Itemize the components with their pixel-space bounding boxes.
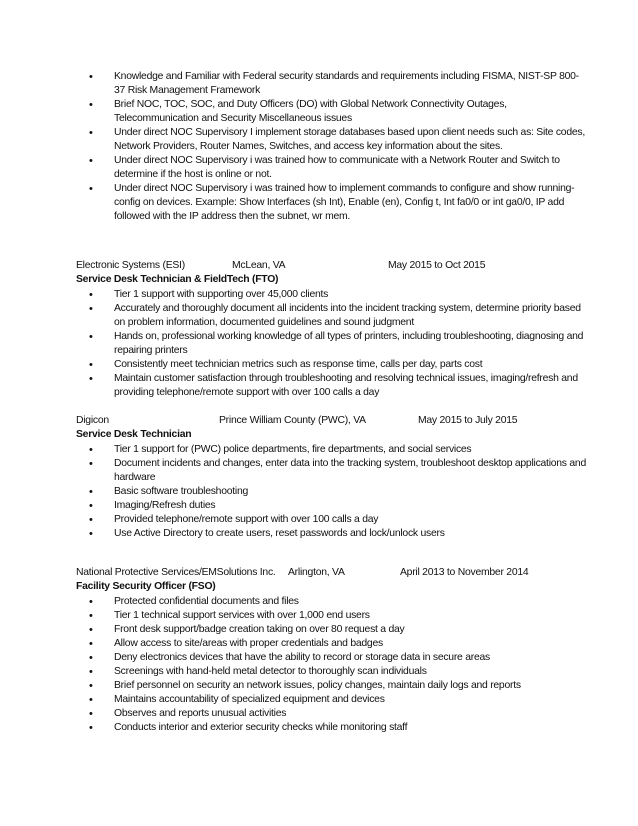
list-item: • Consistently meet technician metrics such as response time, calls per day, parts cost — [0, 358, 638, 372]
list-item: • Knowledge and Familiar with Federal security standards and requirements including FISMA, NIST-SP 800-37 Risk Management Framework — [0, 70, 638, 98]
list-item: • Use Active Directory to create users, reset passwords and lock/unlock users — [0, 527, 638, 541]
job-title: Service Desk Technician — [76, 429, 192, 440]
job-dates: May 2015 to Oct 2015 — [388, 260, 486, 271]
job-dates: April 2013 to November 2014 — [400, 567, 529, 578]
list-item: • Protected confidential documents and files — [0, 595, 638, 609]
list-item: • Observes and reports unusual activities — [0, 707, 638, 721]
list-item: • Provided telephone/remote support with over 100 calls a day — [0, 513, 638, 527]
list-item: • Tier 1 support for (PWC) police departments, fire departments, and social services — [0, 443, 638, 457]
employer-name: Electronic Systems (ESI) — [76, 260, 185, 271]
list-item: • Imaging/Refresh duties — [0, 499, 638, 513]
list-item: • Basic software troubleshooting — [0, 485, 638, 499]
job-title: Facility Security Officer (FSO) — [76, 581, 216, 592]
list-item: • Document incidents and changes, enter data into the tracking system, troubleshoot desktop applications and hardware — [0, 457, 638, 485]
job-location: McLean, VA — [232, 260, 286, 271]
job-bullet-list — [0, 288, 638, 400]
list-item: • Allow access to site/areas with proper credentials and badges — [0, 637, 638, 651]
employer-name: Digicon — [76, 415, 109, 426]
job-header — [76, 566, 576, 580]
list-item: • Under direct NOC Supervisory i was trained how to communicate with a Network Router and Switch to determine if the host is online or not. — [0, 154, 638, 182]
list-item: • Tier 1 technical support services with over 1,000 end users — [0, 609, 638, 623]
list-item: • Conducts interior and exterior security checks while monitoring staff — [0, 721, 638, 735]
job-location: Arlington, VA — [288, 567, 345, 578]
list-item: • Hands on, professional working knowledge of all types of printers, including troubleshooting, diagnosing and repairing printers — [0, 330, 638, 358]
list-item: • Brief personnel on security an network issues, policy changes, maintain daily logs and reports — [0, 679, 638, 693]
list-item: • Tier 1 support with supporting over 45,000 clients — [0, 288, 638, 302]
list-item: • Deny electronics devices that have the ability to record or storage data in secure areas — [0, 651, 638, 665]
job-title: Service Desk Technician & FieldTech (FTO) — [76, 274, 279, 285]
list-item: • Under direct NOC Supervisory I implement storage databases based upon client needs such as: Site codes, Network Providers, Router Names, Switches, and access key information about the sites. — [0, 126, 638, 154]
job-dates: May 2015 to July 2015 — [418, 415, 518, 426]
job-bullet-list — [0, 595, 638, 735]
list-item: • Maintains accountability of specialized equipment and devices — [0, 693, 638, 707]
list-item: • Brief NOC, TOC, SOC, and Duty Officers (DO) with Global Network Connectivity Outages, Telecommunication and Security Miscellaneous issues — [0, 98, 638, 126]
employer-name: National Protective Services/EMSolutions Inc. — [76, 567, 276, 578]
job-header — [76, 259, 576, 273]
job-header — [76, 414, 576, 428]
intro-bullet-list — [0, 70, 638, 224]
list-item: • Screenings with hand-held metal detector to thoroughly scan individuals — [0, 665, 638, 679]
list-item: • Front desk support/badge creation taking on over 80 request a day — [0, 623, 638, 637]
job-location: Prince William County (PWC), VA — [219, 415, 366, 426]
job-bullet-list — [0, 443, 638, 541]
list-item: • Maintain customer satisfaction through troubleshooting and resolving technical issues, imaging/refresh and providing telephone/remote support with over 100 calls a day — [0, 372, 638, 400]
list-item: • Under direct NOC Supervisory i was trained how to implement commands to configure and show running-config on devices. Example: Show Interfaces (sh Int), Enable (en), Config t, Int fa0/0 or int ga0/0, IP add followed with the IP address then the subnet, wr mem. — [0, 182, 638, 224]
list-item: • Accurately and thoroughly document all incidents into the incident tracking system, determine priority based on problem information, documented guidelines and sound judgment — [0, 302, 638, 330]
